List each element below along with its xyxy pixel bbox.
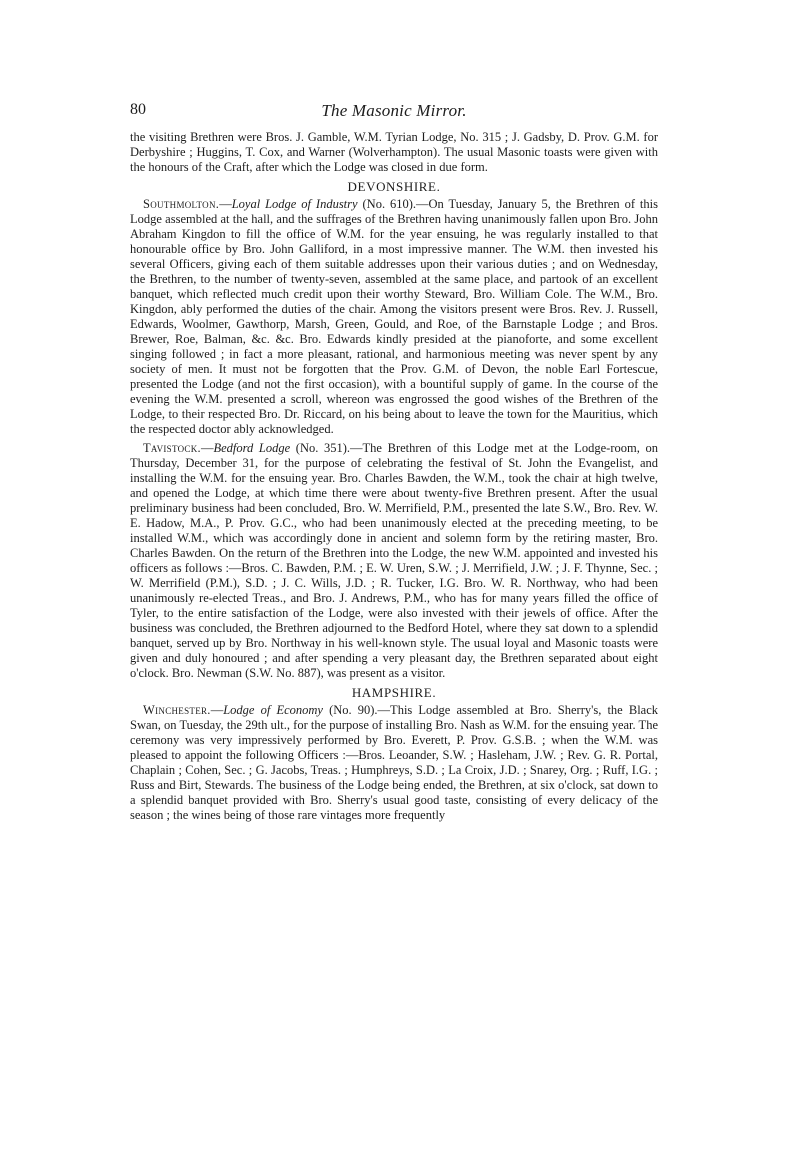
journal-title: The Masonic Mirror. — [321, 101, 467, 120]
lodge-name: Lodge of Economy — [223, 703, 323, 717]
intro-paragraph: the visiting Brethren were Bros. J. Gamble, W.M. Tyrian Lodge, No. 315 ; J. Gadsby, D. Prov. G.M. for Derbyshire ; Huggins, T. Cox, and Warner (Wolverhampton). The usual Masonic toasts were given with the honours of the Craft, after which the Lodge was closed in due form. — [130, 130, 658, 174]
place-name: Southmolton. — [143, 197, 220, 211]
running-header — [130, 101, 658, 123]
place-name: Winchester. — [143, 703, 211, 717]
report-winchester: Winchester.—Lodge of Economy (No. 90).—This Lodge assembled at Bro. Sherry's, the Black Swan, on Tuesday, the 29th ult., for the purpose of installing Bro. Nash as W.M. for the ensuing year. The ceremony was very impressively performed by Bro. Everett, P. Prov. G.S.B. ; when the W.M. was pleased to appoint the following Officers :—Bros. Leoander, S.W. ; Hasleham, J.W. ; Rev. G. R. Portal, Chaplain ; Cohen, Sec. ; G. Jacobs, Treas. ; Humphreys, S.D. ; La Croix, J.D. ; Snarey, Org. ; Ruff, I.G. ; Russ and Birt, Stewards. The business of the Lodge being ended, the Brethren, at six o'clock, sat down to a splendid banquet provided with Bro. Sherry's usual good taste, consisting of every delicacy of the season ; the wines being of those rare vintages more frequently — [130, 703, 659, 822]
report-body: (No. 610).—On Tuesday, January 5, the Brethren of this Lodge assembled at the hall, and the suffrages of the Brethren having unanimously fallen upon Bro. John Abraham Kingdon to fill the office of W.M. for the year ensuing, he was regularly installed to that honourable office by Bro. John Galliford, in a most impressive manner. The W.M. then invested his several Officers, giving each of them suitable addresses upon their various duties ; and on Wednesday, the Brethren, to the number of twenty-seven, assembled at the same place, and partook of an excellent banquet, which reflected much credit upon their worthy Steward, Bro. William Cole. The W.M., Bro. Kingdon, ably performed the duties of the chair. Among the visitors present were Bros. Rev. J. Russell, Edwards, Woolmer, Gawthorp, Marsh, Green, Gould, and Roe, of the Barnstaple Lodge ; and Bros. Brewer, Roe, Balman, &c. &c. Bro. Edwards kindly presided at the pianoforte, and some excellent singing followed ; in fact a more pleasant, rational, and harmonious meeting was never spent by any society of men. It must not be forgotten that the Prov. G.M. of Devon, the noble Earl Fortescue, presented the Lodge (and not the first occasion), with a bountiful supply of game. In the course of the evening the W.M. presented a scroll, whereon was engrossed the good wishes of the Brethren of the Lodge, to their respected Bro. Dr. Riccard, on his being about to leave the town for the Mauritius, which the respected doctor ably acknowledged. — [130, 197, 658, 436]
lodge-name: Loyal Lodge of Industry — [231, 197, 358, 211]
lodge-name: Bedford Lodge — [213, 441, 291, 455]
report-tavistock: Tavistock.—Bedford Lodge (No. 351).—The Brethren of this Lodge met at the Lodge-room, on Thursday, December 31, for the purpose of celebrating the festival of St. John the Evangelist, and installing the W.M. for the ensuing year. Bro. Charles Bawden, the W.M., took the chair at high twelve, and opened the Lodge, at which time there were about twenty-five Brethren present. After the usual preliminary business had been concluded, Bro. W. Merrifield, P.M., presented the late S.W., Bro. Rev. W. E. Hadow, M.A., P. Prov. G.C., who had been unanimously elected at the preceding meeting, to be installed W.M., which was accordingly done in ancient and solemn form by the retiring master, Bro. Charles Bawden. On the return of the Brethren into the Lodge, the new W.M. appointed and invested his officers as follows :—Bros. C. Bawden, P.M. ; E. W. Uren, S.W. ; J. Merrifield, J.W. ; J. F. Thynne, Sec. ; W. Merrifield (P.M.), S.D. ; J. C. Wills, J.D. ; R. Tucker, I.G. Bro. W. R. Northway, who had been unanimously re-elected Treas., and Bro. J. Andrews, P.M., who has for many years filled the office of Tyler, to the entire satisfaction of the Lodge, were also invested with their jewels of office. After the business was concluded, the Brethren adjourned to the Bedford Hotel, where they sat down to a splendid banquet, served up by Bro. Northway in his well-known style. The usual loyal and Masonic toasts were given and duly honoured ; and after spending a very pleasant day, the Brethren separated about eight o'clock. Bro. Newman (S.W. No. 887), was present as a visitor. — [130, 441, 658, 680]
report-body: (No. 351).—The Brethren of this Lodge met at the Lodge-room, on Thursday, December 31, for the purpose of celebrating the festival of St. John the Evangelist, and installing the W.M. for the ensuing year. Bro. Charles Bawden, the W.M., took the chair at high twelve, and opened the Lodge, at which time there were about twenty-five Brethren present. After the usual preliminary business had been concluded, Bro. W. Merrifield, P.M., presented the late S.W., Bro. Rev. W. E. Hadow, M.A., P. Prov. G.C., who had been unanimously elected at the preceding meeting, to be installed W.M., which was accordingly done in ancient and solemn form by the retiring master, Bro. Charles Bawden. On the return of the Brethren into the Lodge, the new W.M. appointed and invested his officers as follows :—Bros. C. Bawden, P.M. ; E. W. Uren, S.W. ; J. Merrifield, J.W. ; J. F. Thynne, Sec. ; W. Merrifield (P.M.), S.D. ; J. C. Wills, J.D. ; R. Tucker, I.G. Bro. W. R. Northway, who had been unanimously re-elected Treas., and Bro. J. Andrews, P.M., who has for many years filled the office of Tyler, to the entire satisfaction of the Lodge, were also invested with their jewels of office. After the business was concluded, the Brethren adjourned to the Bedford Hotel, where they sat down to a splendid banquet, served up by Bro. Northway in his well-known style. The usual loyal and Masonic toasts were given and duly honoured ; and after spending a very pleasant day, the Brethren separated about eight o'clock. Bro. Newman (S.W. No. 887), was present as a visitor. — [130, 441, 658, 680]
text-column — [130, 130, 658, 823]
section-heading-hampshire: HAMPSHIRE. — [351, 685, 437, 700]
page-number: 80 — [130, 101, 146, 118]
section-heading-devonshire: DEVONSHIRE. — [347, 179, 441, 194]
report-body: (No. 90).—This Lodge assembled at Bro. Sherry's, the Black Swan, on Tuesday, the 29th ult., for the purpose of installing Bro. Nash as W.M. for the ensuing year. The ceremony was very impressively performed by Bro. Everett, P. Prov. G.S.B. ; when the W.M. was pleased to appoint the following Officers :—Bros. Leoander, S.W. ; Hasleham, J.W. ; Rev. G. R. Portal, Chaplain ; Cohen, Sec. ; G. Jacobs, Treas. ; Humphreys, S.D. ; La Croix, J.D. ; Snarey, Org. ; Ruff, I.G. ; Russ and Birt, Stewards. The business of the Lodge being ended, the Brethren, at six o'clock, sat down to a splendid banquet provided with Bro. Sherry's usual good taste, consisting of every delicacy of the season ; the wines being of those rare vintages more frequently — [130, 703, 659, 822]
report-southmolton: Southmolton.—Loyal Lodge of Industry (No. 610).—On Tuesday, January 5, the Brethren of this Lodge assembled at the hall, and the suffrages of the Brethren having unanimously fallen upon Bro. John Abraham Kingdon to fill the office of W.M. for the year ensuing, he was regularly installed to that honourable office by Bro. John Galliford, in a most impressive manner. The W.M. then invested his several Officers, giving each of them suitable addresses upon their various duties ; and on Wednesday, the Brethren, to the number of twenty-seven, assembled at the same place, and partook of an excellent banquet, which reflected much credit upon their worthy Steward, Bro. William Cole. The W.M., Bro. Kingdon, ably performed the duties of the chair. Among the visitors present were Bros. Rev. J. Russell, Edwards, Woolmer, Gawthorp, Marsh, Green, Gould, and Roe, of the Barnstaple Lodge ; and Bros. Brewer, Roe, Balman, &c. &c. Bro. Edwards kindly presided at the pianoforte, and some excellent singing followed ; in fact a more pleasant, rational, and harmonious meeting was never spent by any society of men. It must not be forgotten that the Prov. G.M. of Devon, the noble Earl Fortescue, presented the Lodge (and not the first occasion), with a bountiful supply of game. In the course of the evening the W.M. presented a scroll, whereon was engrossed the good wishes of the Brethren of the Lodge, to their respected Bro. Dr. Riccard, on his being about to leave the town for the Mauritius, which the respected doctor ably acknowledged. — [130, 197, 658, 436]
place-name: Tavistock. — [143, 441, 201, 455]
